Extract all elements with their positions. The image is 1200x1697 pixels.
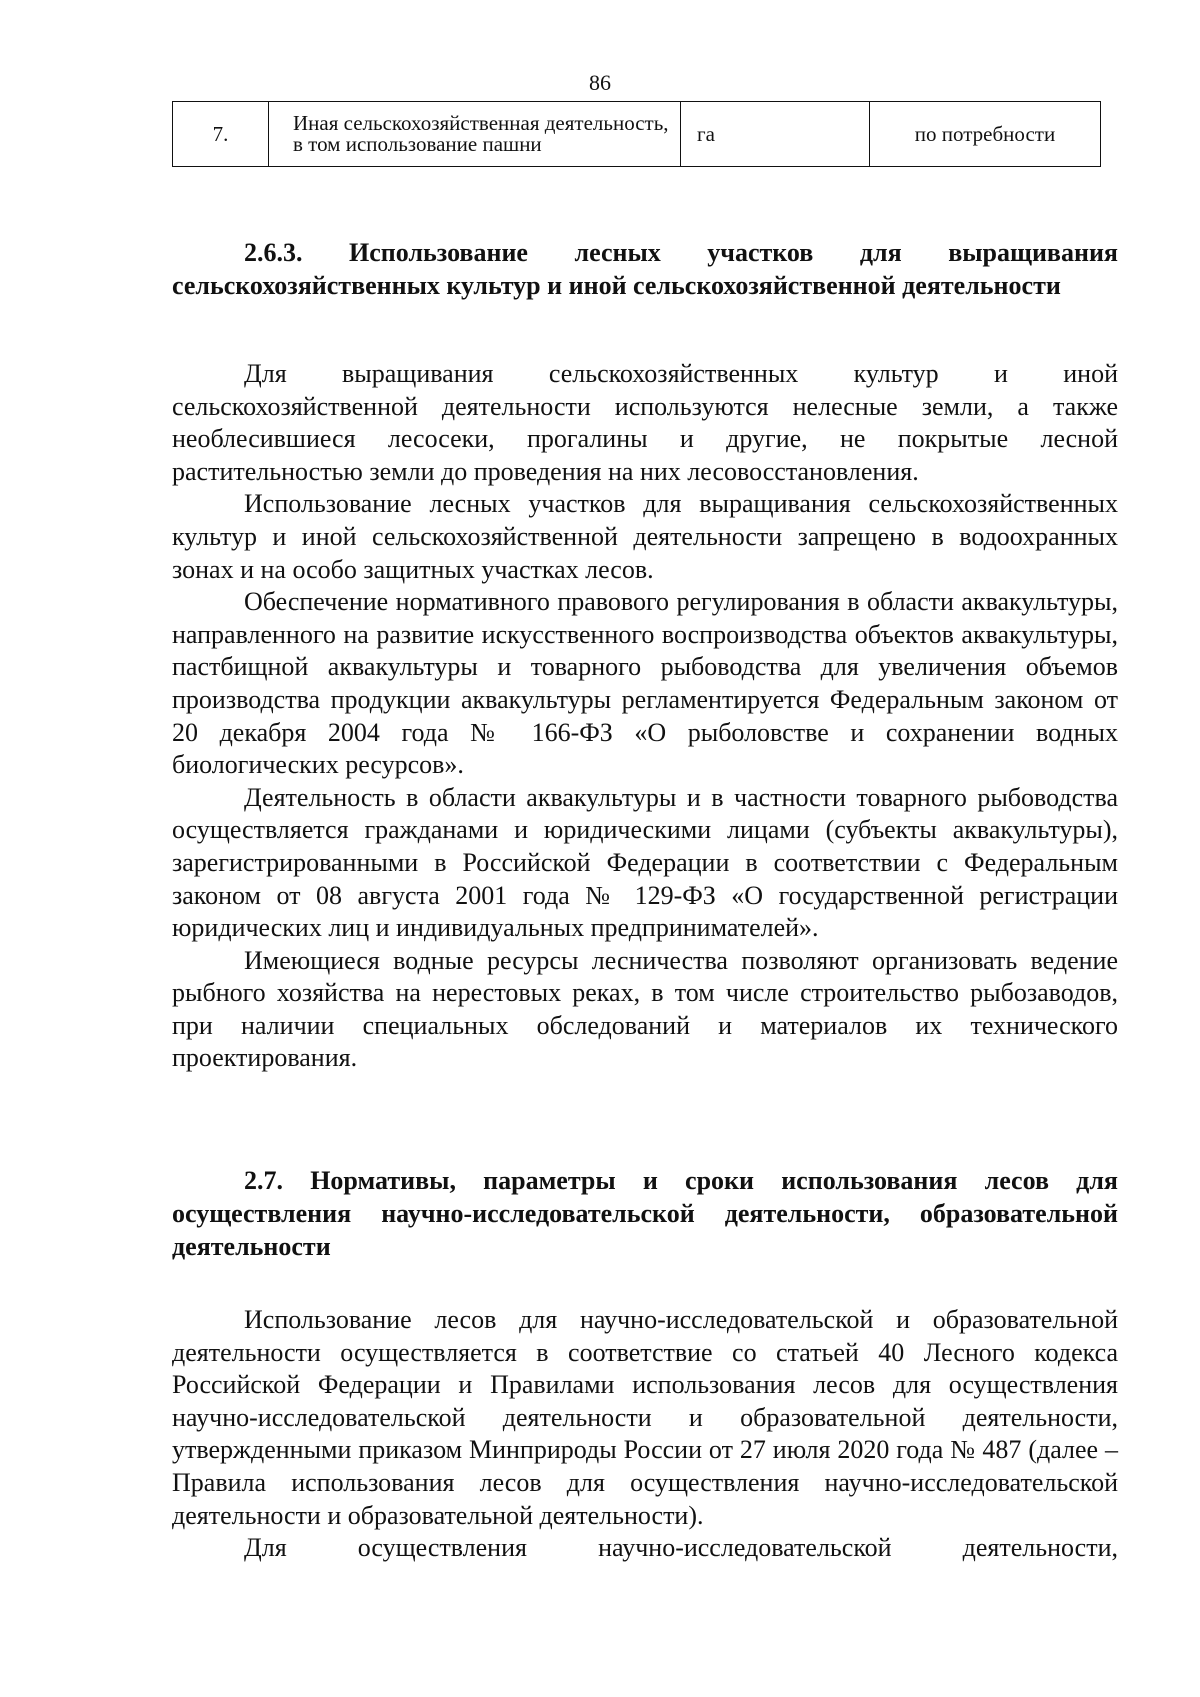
paragraph: Использование лесов для научно-исследовательской и образовательной деятельности осуществляется в соответствие со статьей 40 Лесного кодекса Российской Федерации и Правилами использования лесов для осуществления научно-исследовательской деятельности и образовательной деятельности, утвержденными приказом Минприроды России от 27 июля 2020 года № 487 (далее – Правила использования лесов для осуществления научно-исследовательской деятельности и образовательной деятельности). xyxy=(172,1305,1118,1530)
section-heading-2-7 xyxy=(172,1164,1118,1263)
section-heading-text: 2.6.3. Использование лесных участков для выращивания сельскохозяйственных культур и иной сельскохозяйственной деятельности xyxy=(172,238,1118,300)
page-number: 86 xyxy=(589,70,611,95)
section-body-2-6-3 xyxy=(172,358,1118,1075)
unit-cell: га xyxy=(681,102,870,167)
value-cell: по потребности xyxy=(870,102,1101,167)
table-row xyxy=(173,102,1101,167)
activity-name-cell: Иная сельскохозяйственная деятельность, в том использование пашни xyxy=(269,102,681,167)
paragraph: Использование лесных участков для выращивания сельскохозяйственных культур и иной сельскохозяйственной деятельности запрещено в водоохранных зонах и на особо защитных участках лесов. xyxy=(172,489,1118,584)
paragraph: Деятельность в области аквакультуры и в частности товарного рыбоводства осуществляется гражданами и юридическими лицами (субъекты аквакультуры), зарегистрированными в Российской Федерации в соответствии с Федеральным законом от 08 августа 2001 года № 129-ФЗ «О государственной регистрации юридических лиц и индивидуальных предпринимателей». xyxy=(172,782,1118,943)
row-number-cell: 7. xyxy=(173,102,269,167)
section-heading-text: 2.7. Нормативы, параметры и сроки использования лесов для осуществления научно-исследовательской деятельности, образовательной деятельности xyxy=(172,1166,1118,1261)
paragraph: Обеспечение нормативного правового регулирования в области аквакультуры, направленного на развитие искусственного воспроизводства объектов аквакультуры, пастбищной аквакультуры и товарного рыбоводства для увеличения объемов производства продукции аквакультуры регламентируется Федеральным законом от 20 декабря 2004 года № 166-ФЗ «О рыболовстве и сохранении водных биологических ресурсов». xyxy=(172,587,1118,780)
section-body-2-7 xyxy=(172,1304,1118,1565)
paragraph: Для осуществления научно-исследовательской деятельности, xyxy=(244,1533,1118,1563)
paragraph: Для выращивания сельскохозяйственных культур и иной сельскохозяйственной деятельности используются нелесные земли, а также необлесившиеся лесосеки, прогалины и другие, не покрытые лесной растительностью земли до проведения на них лесовосстановления. xyxy=(172,359,1118,486)
paragraph: Имеющиеся водные ресурсы лесничества позволяют организовать ведение рыбного хозяйства на нерестовых реках, в том числе строительство рыбозаводов, при наличии специальных обследований и материалов их технического проектирования. xyxy=(172,945,1118,1073)
section-heading-2-6-3 xyxy=(172,236,1118,302)
continued-table xyxy=(172,101,1101,167)
